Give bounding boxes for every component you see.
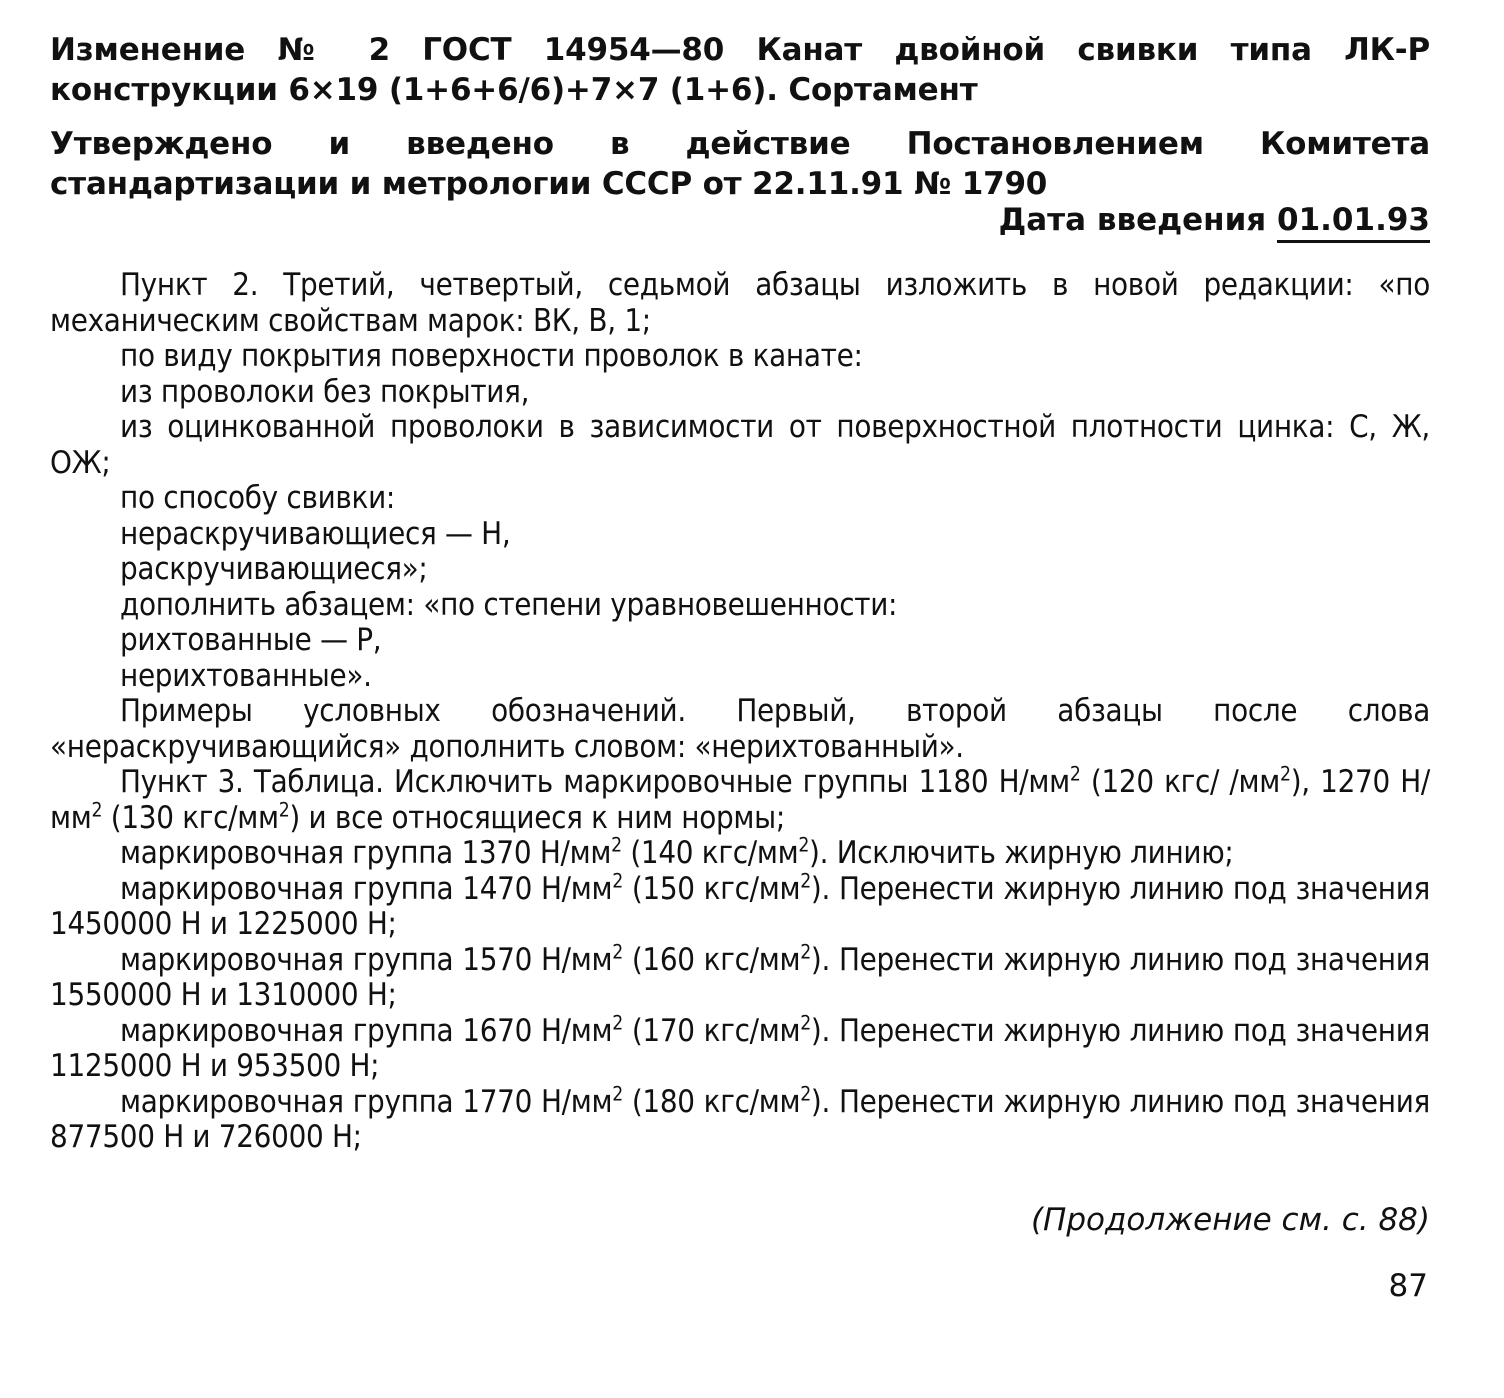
superscript: 2 xyxy=(612,940,623,964)
superscript: 2 xyxy=(91,798,103,822)
document-body xyxy=(50,268,1430,1156)
text-run: (170 кгс/мм xyxy=(622,1012,801,1049)
list-line: по способу свивки: xyxy=(120,480,396,516)
paragraph xyxy=(50,869,1430,943)
text-run: (150 кгс/мм xyxy=(622,870,801,907)
superscript: 2 xyxy=(800,869,811,893)
text-run: ). Перенести жирную линию под значения 1125000 Н и 953500 Н; xyxy=(50,1012,1430,1084)
superscript: 2 xyxy=(278,798,290,822)
text-run: маркировочная группа 1570 Н/мм xyxy=(120,941,613,978)
paragraph xyxy=(50,1011,1430,1085)
page-number: 87 xyxy=(1388,1268,1428,1304)
superscript: 2 xyxy=(800,1011,811,1035)
list-line: нерихтованные». xyxy=(120,657,372,694)
paragraph: из оцинкованной проволоки в зависимости от поверхностной плотности цинка: С, Ж, ОЖ; xyxy=(50,409,1430,481)
superscript: 2 xyxy=(800,1082,811,1106)
superscript: 2 xyxy=(612,1082,623,1106)
text-run: (180 кгс/мм xyxy=(622,1083,801,1120)
paragraph xyxy=(50,833,1430,872)
paragraph xyxy=(50,762,1431,836)
paragraph: Пункт 2. Третий, четвертый, седьмой абзацы изложить в новой редакции: «по механическим свойствам марок: ВК, В, 1; xyxy=(50,267,1430,339)
text-run: ). Перенести жирную линию под значения 1550000 Н и 1310000 Н; xyxy=(50,941,1430,1013)
superscript: 2 xyxy=(800,940,811,964)
superscript: 2 xyxy=(612,869,623,893)
text-run: (140 кгс/мм xyxy=(621,835,799,871)
continuation-note: (Продолжение см. с. 88) xyxy=(1030,1202,1430,1238)
list-line: дополнить абзацем: «по степени уравновешенности: xyxy=(120,586,898,623)
effective-date-value: 01.01.93 xyxy=(1277,202,1430,243)
superscript: 2 xyxy=(612,1011,623,1035)
superscript: 2 xyxy=(611,833,622,857)
text-run: (160 кгс/мм xyxy=(622,941,801,978)
list-line: раскручивающиеся»; xyxy=(120,551,428,587)
text-run: ), 1270 Н/мм xyxy=(50,764,1431,836)
effective-date xyxy=(999,200,1430,240)
text-run: Пункт 3. Таблица. Исключить маркировочные группы 1180 Н/мм xyxy=(120,764,1070,800)
list-line: нераскручивающиеся — Н, xyxy=(120,515,511,552)
text-run: ). Перенести жирную линию под значения 877500 Н и 726000 Н; xyxy=(50,1083,1430,1155)
list-line: из проволоки без покрытия, xyxy=(120,373,530,410)
effective-date-label: Дата введения xyxy=(998,202,1267,238)
text-run: ). Исключить жирную линию; xyxy=(809,835,1234,871)
paragraph xyxy=(50,940,1430,1014)
superscript: 2 xyxy=(798,833,810,857)
text-run: маркировочная группа 1670 Н/мм xyxy=(120,1012,613,1049)
superscript: 2 xyxy=(1069,762,1081,786)
document-title: Изменение № 2 ГОСТ 14954—80 Канат двойной свивки типа ЛК-Р конструкции 6×19 (1+6+6/6)+7×7 (1+6). Сортамент xyxy=(50,32,1430,108)
text-run: маркировочная группа 1470 Н/мм xyxy=(120,870,613,907)
paragraph: Примеры условных обозначений. Первый, второй абзацы после слова «нераскручивающийся» дополнить словом: «нерихтованный». xyxy=(50,693,1430,765)
superscript: 2 xyxy=(1280,762,1291,786)
list-line: по виду покрытия поверхности проволок в канате: xyxy=(120,338,863,374)
approval-statement: Утверждено и введено в действие Постановлением Комитета стандартизации и метрологии СССР от 22.11.91 № 1790 xyxy=(50,126,1430,202)
text-run: ). Перенести жирную линию под значения 1450000 Н и 1225000 Н; xyxy=(50,870,1430,942)
text-run: (130 кгс/мм xyxy=(102,799,279,836)
list-line: рихтованные — Р, xyxy=(120,622,382,658)
paragraph xyxy=(50,1082,1430,1156)
text-run: маркировочная группа 1770 Н/мм xyxy=(120,1083,613,1120)
text-run: маркировочная группа 1370 Н/мм xyxy=(120,835,612,871)
text-run: ) и все относящиеся к ним нормы; xyxy=(289,799,785,836)
text-run: (120 кгс/ /мм xyxy=(1080,764,1281,800)
